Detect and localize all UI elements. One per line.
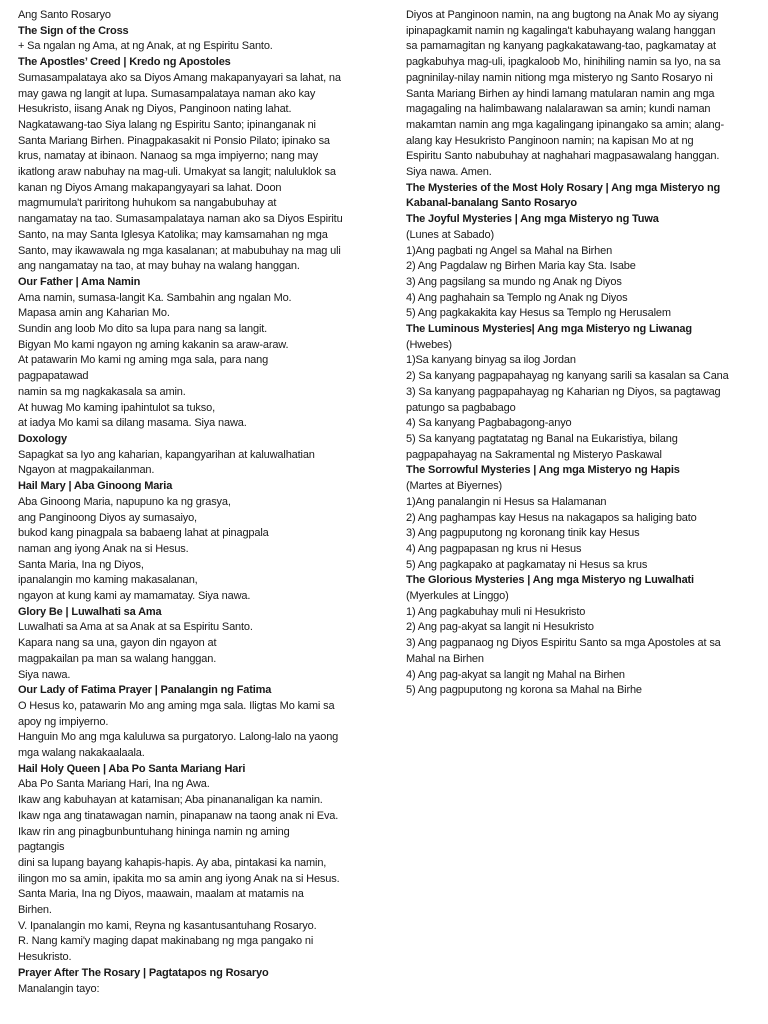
- text-line: magmumula't pariritong huhukom sa nangabubuhay at: [18, 197, 277, 210]
- text-line: Santa Maria, Ina ng Diyos, maawain, maalam at matamis na: [18, 888, 304, 901]
- text-line: Hesukristo.: [18, 951, 72, 964]
- text-line: 5) Sa kanyang pagtatatag ng Banal na Eukaristiya, bilang: [406, 432, 678, 445]
- text-line: Ikaw ang kabuhayan at katamisan; Aba pinananaligan ka namin.: [18, 794, 323, 807]
- text-line: Ama namin, sumasa-langit Ka. Sambahin ang ngalan Mo.: [18, 291, 292, 304]
- text-line: Bigyan Mo kami ngayon ng aming kakanin sa araw-araw.: [18, 338, 289, 351]
- text-line: Aba Ginoong Maria, napupuno ka ng grasya,: [18, 495, 231, 508]
- text-line: Kapara nang sa una, gayon din ngayon at: [18, 637, 217, 650]
- text-line: (Martes at Biyernes): [406, 480, 503, 493]
- text-line: pagpapatawad: [18, 370, 89, 383]
- text-line: Hanguin Mo ang mga kaluluwa sa purgatoryo. Lalong-lalo na yaong: [18, 731, 339, 744]
- text-line: Birhen.: [18, 904, 52, 917]
- text-line: 5) Ang pagkapako at pagkamatay ni Hesus sa krus: [406, 558, 648, 571]
- text-line: 2) Ang Pagdalaw ng Birhen Maria kay Sta. Isabe: [406, 260, 636, 273]
- text-line: 1)Sa kanyang binyag sa ilog Jordan: [406, 354, 576, 367]
- text-line: Ikaw nga ang tinatawagan namin, pinapanaw na taong anak ni Eva.: [18, 809, 339, 822]
- text-line: Aba Po Santa Mariang Hari, Ina ng Awa.: [18, 778, 210, 791]
- text-line: ipanalangin mo kaming makasalanan,: [18, 574, 198, 587]
- text-line: Mahal na Birhen: [406, 652, 484, 665]
- text-line: Sundin ang loob Mo dito sa lupa para nang sa langit.: [18, 323, 268, 336]
- text-line: Ang Santo Rosaryo: [18, 9, 111, 21]
- text-line: Mapasa amin ang Kaharian Mo.: [18, 307, 170, 320]
- text-line: 4) Ang paghahain sa Templo ng Anak ng Diyos: [406, 291, 628, 304]
- section-heading: The Mysteries of the Most Holy Rosary | Ang mga Misteryo ng: [406, 181, 721, 194]
- text-line: 2) Ang pag-akyat sa langit ni Hesukristo: [406, 621, 594, 634]
- section-heading: Our Father | Ama Namin: [18, 275, 141, 288]
- text-line: dini sa lupang bayang kahapis-hapis. Ay aba, pintakasi ka namin,: [18, 856, 327, 869]
- text-line: mga walang nakakaalaala.: [18, 747, 145, 760]
- text-line: Santa Mariang Birhen. Pinagpakasakit ni Ponsio Pilato; ipinako sa: [18, 134, 330, 147]
- text-line: bukod kang pinagpala sa babaeng lahat at pinagpala: [18, 527, 269, 540]
- text-line: Espiritu Santo nabubuhay at naghahari magpasawalang hanggan.: [406, 150, 720, 163]
- text-line: Ikaw rin ang pinagbunbuntuhang hininga namin ng aming: [18, 825, 290, 838]
- section-heading: Glory Be | Luwalhati sa Ama: [18, 605, 162, 618]
- text-line: Siya nawa. Amen.: [406, 166, 492, 179]
- text-line: 2) Sa kanyang pagpapahayag ng kanyang sarili sa kasalan sa Cana: [406, 370, 729, 383]
- text-line: magagaling na halimbawang nalalarawan sa amin; kundi naman: [406, 103, 711, 116]
- section-heading: The Sign of the Cross: [18, 24, 129, 37]
- text-line: 4) Ang pag-akyat sa langit ng Mahal na Birhen: [406, 668, 625, 681]
- text-line: (Lunes at Sabado): [406, 228, 494, 241]
- text-line: 3) Sa kanyang pagpapahayag ng Kaharian ng Diyos, sa pagtawag: [406, 385, 721, 398]
- section-heading: Kabanal-banalang Santo Rosaryo: [406, 197, 577, 210]
- text-line: may gawa ng langit at lupa. Sumasampalataya naman ako kay: [18, 87, 316, 100]
- text-line: ilingon mo sa amin, ipakita mo sa amin ang iyong Anak na si Hesus.: [18, 872, 340, 885]
- text-line: 1) Ang pagkabuhay muli ni Hesukristo: [406, 605, 586, 618]
- text-line: Nagkatawang-tao Siya lalang ng Espiritu Santo; ipinanganak ni: [18, 118, 316, 131]
- text-line: + Sa ngalan ng Ama, at ng Anak, at ng Espiritu Santo.: [18, 40, 273, 53]
- text-line: Santa Mariang Birhen ay hindi lamang matularan namin ang mga: [406, 87, 715, 100]
- text-line: at iadya Mo kami sa dilang masama. Siya nawa.: [18, 417, 247, 430]
- text-line: alang kay Hesukristo Panginoon namin; na kapisan Mo at ng: [406, 134, 694, 147]
- text-line: At huwag Mo kaming ipahintulot sa tukso,: [18, 401, 216, 414]
- section-heading: The Apostles’ Creed | Kredo ng Apostoles: [18, 56, 231, 69]
- text-line: 3) Ang pagsilang sa mundo ng Anak ng Diyos: [406, 275, 622, 288]
- text-line: (Myerkules at Linggo): [406, 590, 509, 603]
- section-heading: The Sorrowful Mysteries | Ang mga Misteryo ng Hapis: [406, 464, 680, 477]
- text-line: naman ang iyong Anak na si Hesus.: [18, 542, 189, 555]
- section-heading: Prayer After The Rosary | Pagtatapos ng Rosaryo: [18, 966, 269, 979]
- section-heading: Hail Holy Queen | Aba Po Santa Mariang Hari: [18, 762, 246, 775]
- text-line: 3) Ang pagpuputong ng koronang tinik kay Hesus: [406, 527, 640, 540]
- left-text-column: [18, 8, 370, 997]
- text-line: sa pamamagitan ng kanyang pagkakatawang-tao, pagkamatay at: [406, 40, 716, 53]
- text-line: nangamatay na tao. Sumasampalataya naman ako sa Diyos Espiritu: [18, 213, 343, 226]
- text-line: pagkabuhya mag-uli, ipagkaloob Mo, hinihiling namin sa Iyo, na sa: [406, 56, 721, 69]
- text-line: 3) Ang pagpanaog ng Diyos Espiritu Santo sa mga Apostoles at sa: [406, 637, 721, 650]
- text-line: Sumasampalataya ako sa Diyos Amang makapanyayari sa lahat, na: [18, 71, 341, 84]
- text-line: (Hwebes): [406, 338, 452, 351]
- text-line: 4) Ang pagpapasan ng krus ni Hesus: [406, 542, 582, 555]
- text-line: Hesukristo, iisang Anak ng Diyos, Panginoon nating lahat.: [18, 103, 292, 116]
- text-line: ngayon at kung kami ay mamamatay. Siya nawa.: [18, 590, 251, 603]
- text-line: Luwalhati sa Ama at sa Anak at sa Espiritu Santo.: [18, 621, 253, 634]
- text-line: pagtangis: [18, 841, 65, 854]
- text-line: Santo, na may Santa Iglesya Katolika; may kamsamahan ng mga: [18, 228, 328, 241]
- text-line: Ngayon at magpakailanman.: [18, 464, 155, 477]
- text-line: V. Ipanalangin mo kami, Reyna ng kasantusantuhang Rosaryo.: [18, 919, 317, 932]
- text-line: 5) Ang pagkakakita kay Hesus sa Templo ng Herusalem: [406, 307, 671, 320]
- text-line: ang Panginoong Diyos ay sumasaiyo,: [18, 511, 197, 524]
- text-line: Santo, may ikawawala ng mga kasalanan; at mabubuhay na mag uli: [18, 244, 341, 257]
- text-line: Manalangin tayo:: [18, 982, 100, 995]
- text-line: pagpapahayag na Sakramental ng Misteryo Paskawal: [406, 448, 662, 461]
- section-heading: The Glorious Mysteries | Ang mga Misteryo ng Luwalhati: [406, 574, 694, 587]
- text-line: apoy ng impiyerno.: [18, 715, 109, 728]
- text-line: Siya nawa.: [18, 668, 71, 681]
- text-line: ikatlong araw nabuhay na mag-uli. Umakyat sa langit; naluluklok sa: [18, 166, 336, 179]
- text-line: At patawarin Mo kami ng aming mga sala, para nang: [18, 354, 269, 367]
- text-line: 4) Sa kanyang Pagbabagong-anyo: [406, 417, 572, 430]
- right-text-column: [406, 8, 750, 699]
- section-heading: Doxology: [18, 432, 67, 445]
- text-line: 5) Ang pagpuputong ng korona sa Mahal na Birhe: [406, 684, 642, 697]
- section-heading: Our Lady of Fatima Prayer | Panalangin ng Fatima: [18, 684, 272, 697]
- section-heading: Hail Mary | Aba Ginoong Maria: [18, 480, 173, 493]
- text-line: O Hesus ko, patawarin Mo ang aming mga sala. Iligtas Mo kami sa: [18, 699, 335, 712]
- text-line: makamtan namin ang mga kagalingang ipinangako sa amin; alang-: [406, 118, 724, 131]
- text-line: Diyos at Panginoon namin, na ang bugtong na Anak Mo ay siyang: [406, 9, 719, 21]
- text-line: kanan ng Diyos Amang makapangyayari sa lahat. Doon: [18, 181, 282, 194]
- text-line: namin sa mg nagkakasala sa amin.: [18, 385, 186, 398]
- text-line: Santa Maria, Ina ng Diyos,: [18, 558, 144, 571]
- section-heading: The Joyful Mysteries | Ang mga Misteryo ng Tuwa: [406, 213, 659, 226]
- text-line: 1)Ang pagbati ng Angel sa Mahal na Birhen: [406, 244, 613, 257]
- text-line: magpakailan pa man sa walang hanggan.: [18, 652, 217, 665]
- text-line: 2) Ang paghampas kay Hesus na nakagapos sa haliging bato: [406, 511, 697, 524]
- text-line: pagninilay-nilay namin nitiong mga misteryo ng Santo Rosaryo ni: [406, 71, 713, 84]
- text-line: krus, namatay at ibinaon. Nanaog sa mga impiyerno; nang may: [18, 150, 318, 163]
- text-line: Sapagkat sa Iyo ang kaharian, kapangyarihan at kaluwalhatian: [18, 448, 315, 461]
- text-line: 1)Ang panalangin ni Hesus sa Halamanan: [406, 495, 607, 508]
- section-heading: The Luminous Mysteries| Ang mga Misteryo ng Liwanag: [406, 323, 692, 336]
- text-line: ipinapagkamit namin ng kagalinga't kabuhayang walang hanggan: [406, 24, 716, 37]
- text-line: R. Nang kami'y maging dapat makinabang ng mga pangako ni: [18, 935, 314, 948]
- text-line: ang nangamatay na tao, at may buhay na walang hanggan.: [18, 260, 300, 273]
- text-line: patungo sa pagbabago: [406, 401, 516, 414]
